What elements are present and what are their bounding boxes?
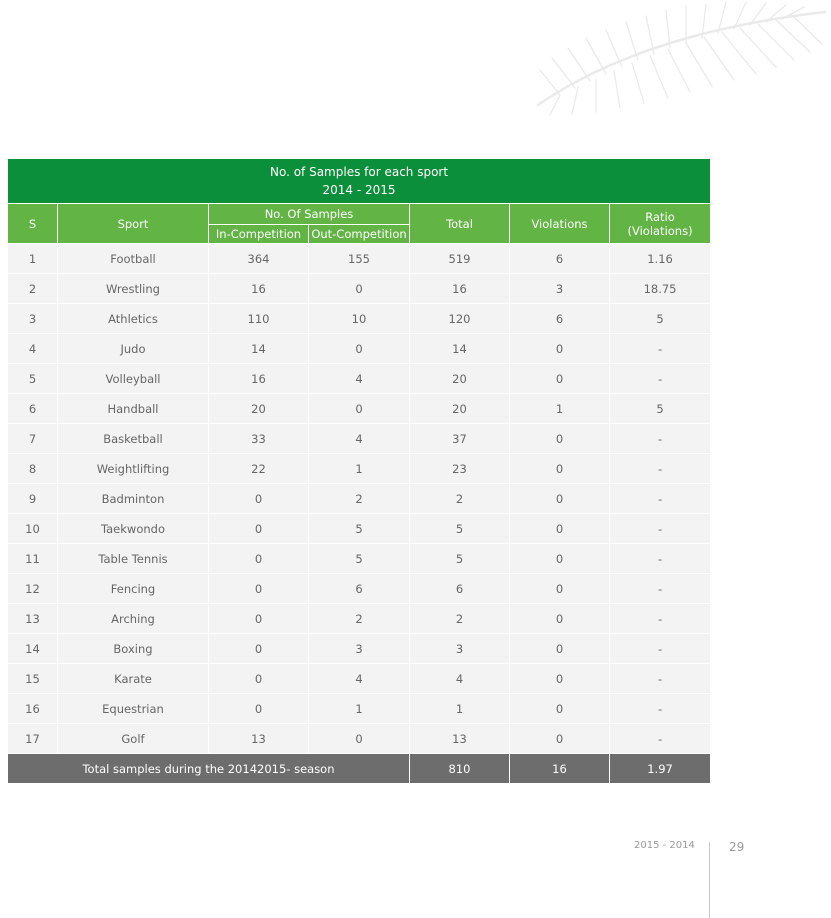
cell-sport: Badminton xyxy=(58,484,209,514)
cell-sport: Equestrian xyxy=(58,694,209,724)
cell-violations: 0 xyxy=(510,364,610,394)
footer-divider xyxy=(709,842,710,918)
cell-total: 5 xyxy=(410,544,510,574)
cell-ratio: - xyxy=(610,724,711,754)
cell-in-competition: 0 xyxy=(209,484,309,514)
cell-in-competition: 0 xyxy=(209,634,309,664)
cell-sport: Arching xyxy=(58,604,209,634)
table-row xyxy=(8,304,711,334)
cell-total: 13 xyxy=(410,724,510,754)
cell-in-competition: 364 xyxy=(209,244,309,274)
cell-s: 2 xyxy=(8,274,58,304)
header-ratio xyxy=(610,204,711,244)
total-value: 810 xyxy=(410,754,510,784)
cell-s: 17 xyxy=(8,724,58,754)
cell-in-competition: 16 xyxy=(209,364,309,394)
cell-ratio: 1.16 xyxy=(610,244,711,274)
table-row xyxy=(8,334,711,364)
cell-ratio: - xyxy=(610,634,711,664)
cell-total: 1 xyxy=(410,694,510,724)
cell-ratio: - xyxy=(610,604,711,634)
cell-violations: 0 xyxy=(510,484,610,514)
table-row xyxy=(8,514,711,544)
cell-total: 120 xyxy=(410,304,510,334)
cell-ratio: - xyxy=(610,694,711,724)
table-row xyxy=(8,724,711,754)
cell-out-competition: 0 xyxy=(309,724,410,754)
cell-violations: 6 xyxy=(510,304,610,334)
cell-sport: Table Tennis xyxy=(58,544,209,574)
table-row xyxy=(8,274,711,304)
cell-sport: Wrestling xyxy=(58,274,209,304)
table-row xyxy=(8,454,711,484)
cell-s: 8 xyxy=(8,454,58,484)
cell-sport: Football xyxy=(58,244,209,274)
table-row xyxy=(8,694,711,724)
cell-s: 12 xyxy=(8,574,58,604)
cell-in-competition: 20 xyxy=(209,394,309,424)
cell-s: 11 xyxy=(8,544,58,574)
cell-sport: Basketball xyxy=(58,424,209,454)
cell-out-competition: 4 xyxy=(309,424,410,454)
cell-out-competition: 2 xyxy=(309,484,410,514)
table-title-line1: No. of Samples for each sport xyxy=(269,165,449,179)
cell-violations: 6 xyxy=(510,244,610,274)
cell-violations: 0 xyxy=(510,334,610,364)
cell-out-competition: 10 xyxy=(309,304,410,334)
cell-out-competition: 5 xyxy=(309,514,410,544)
cell-ratio: - xyxy=(610,514,711,544)
table-row xyxy=(8,544,711,574)
total-row xyxy=(8,754,711,784)
cell-violations: 0 xyxy=(510,454,610,484)
table-row xyxy=(8,664,711,694)
cell-s: 7 xyxy=(8,424,58,454)
cell-s: 3 xyxy=(8,304,58,334)
cell-sport: Handball xyxy=(58,394,209,424)
cell-violations: 0 xyxy=(510,574,610,604)
cell-total: 4 xyxy=(410,664,510,694)
cell-total: 5 xyxy=(410,514,510,544)
cell-in-competition: 33 xyxy=(209,424,309,454)
cell-out-competition: 5 xyxy=(309,544,410,574)
cell-total: 16 xyxy=(410,274,510,304)
cell-total: 2 xyxy=(410,484,510,514)
table-row xyxy=(8,604,711,634)
cell-in-competition: 22 xyxy=(209,454,309,484)
header-ratio-line2: (Violations) xyxy=(627,223,693,238)
cell-violations: 3 xyxy=(510,274,610,304)
cell-ratio: - xyxy=(610,334,711,364)
header-total: Total xyxy=(410,204,510,244)
cell-sport: Judo xyxy=(58,334,209,364)
cell-sport: Golf xyxy=(58,724,209,754)
cell-s: 5 xyxy=(8,364,58,394)
cell-in-competition: 0 xyxy=(209,694,309,724)
cell-ratio: 18.75 xyxy=(610,274,711,304)
cell-ratio: - xyxy=(610,574,711,604)
cell-ratio: - xyxy=(610,364,711,394)
cell-s: 14 xyxy=(8,634,58,664)
total-ratio: 1.97 xyxy=(610,754,711,784)
cell-out-competition: 1 xyxy=(309,694,410,724)
cell-violations: 0 xyxy=(510,694,610,724)
cell-out-competition: 4 xyxy=(309,364,410,394)
cell-ratio: - xyxy=(610,544,711,574)
cell-out-competition: 0 xyxy=(309,274,410,304)
cell-violations: 0 xyxy=(510,544,610,574)
cell-out-competition: 2 xyxy=(309,604,410,634)
cell-violations: 0 xyxy=(510,604,610,634)
table-row xyxy=(8,574,711,604)
cell-s: 13 xyxy=(8,604,58,634)
cell-violations: 0 xyxy=(510,514,610,544)
samples-table xyxy=(7,158,711,784)
header-out-competition: Out-Competition xyxy=(309,225,410,244)
table-row xyxy=(8,244,711,274)
cell-in-competition: 0 xyxy=(209,664,309,694)
cell-violations: 1 xyxy=(510,394,610,424)
cell-out-competition: 0 xyxy=(309,334,410,364)
cell-out-competition: 0 xyxy=(309,394,410,424)
cell-in-competition: 0 xyxy=(209,544,309,574)
cell-s: 4 xyxy=(8,334,58,364)
footer-year: 2015 - 2014 xyxy=(634,840,695,851)
cell-violations: 0 xyxy=(510,664,610,694)
cell-sport: Taekwondo xyxy=(58,514,209,544)
cell-total: 20 xyxy=(410,394,510,424)
cell-sport: Boxing xyxy=(58,634,209,664)
table-row xyxy=(8,634,711,664)
cell-ratio: - xyxy=(610,454,711,484)
cell-in-competition: 110 xyxy=(209,304,309,334)
cell-in-competition: 14 xyxy=(209,334,309,364)
cell-out-competition: 1 xyxy=(309,454,410,484)
cell-violations: 0 xyxy=(510,634,610,664)
header-no-of-samples: No. Of Samples xyxy=(209,204,410,225)
cell-ratio: - xyxy=(610,424,711,454)
header-sport: Sport xyxy=(58,204,209,244)
cell-out-competition: 6 xyxy=(309,574,410,604)
cell-total: 23 xyxy=(410,454,510,484)
cell-ratio: - xyxy=(610,664,711,694)
page-number: 29 xyxy=(729,840,745,854)
header-in-competition: In-Competition xyxy=(209,225,309,244)
header-s: S xyxy=(8,204,58,244)
cell-ratio: 5 xyxy=(610,394,711,424)
total-label: Total samples during the 20142015- season xyxy=(8,754,410,784)
cell-out-competition: 4 xyxy=(309,664,410,694)
table-title-line2: 2014 - 2015 xyxy=(322,183,396,197)
cell-total: 519 xyxy=(410,244,510,274)
cell-sport: Athletics xyxy=(58,304,209,334)
cell-violations: 0 xyxy=(510,724,610,754)
cell-sport: Karate xyxy=(58,664,209,694)
cell-in-competition: 13 xyxy=(209,724,309,754)
cell-s: 15 xyxy=(8,664,58,694)
cell-in-competition: 0 xyxy=(209,514,309,544)
cell-sport: Volleyball xyxy=(58,364,209,394)
header-ratio-line1: Ratio xyxy=(645,209,675,224)
cell-total: 20 xyxy=(410,364,510,394)
cell-total: 2 xyxy=(410,604,510,634)
header-violations: Violations xyxy=(510,204,610,244)
cell-ratio: - xyxy=(610,484,711,514)
cell-total: 3 xyxy=(410,634,510,664)
cell-s: 1 xyxy=(8,244,58,274)
cell-sport: Weightlifting xyxy=(58,454,209,484)
cell-ratio: 5 xyxy=(610,304,711,334)
palm-leaf-icon xyxy=(520,0,831,120)
cell-s: 16 xyxy=(8,694,58,724)
cell-total: 6 xyxy=(410,574,510,604)
cell-sport: Fencing xyxy=(58,574,209,604)
cell-s: 10 xyxy=(8,514,58,544)
table-title xyxy=(8,159,711,204)
table-row xyxy=(8,394,711,424)
cell-violations: 0 xyxy=(510,424,610,454)
cell-in-competition: 0 xyxy=(209,604,309,634)
table-row xyxy=(8,364,711,394)
total-violations: 16 xyxy=(510,754,610,784)
cell-in-competition: 16 xyxy=(209,274,309,304)
cell-total: 14 xyxy=(410,334,510,364)
cell-total: 37 xyxy=(410,424,510,454)
cell-s: 6 xyxy=(8,394,58,424)
cell-s: 9 xyxy=(8,484,58,514)
table-row xyxy=(8,424,711,454)
table-row xyxy=(8,484,711,514)
cell-out-competition: 155 xyxy=(309,244,410,274)
cell-out-competition: 3 xyxy=(309,634,410,664)
cell-in-competition: 0 xyxy=(209,574,309,604)
